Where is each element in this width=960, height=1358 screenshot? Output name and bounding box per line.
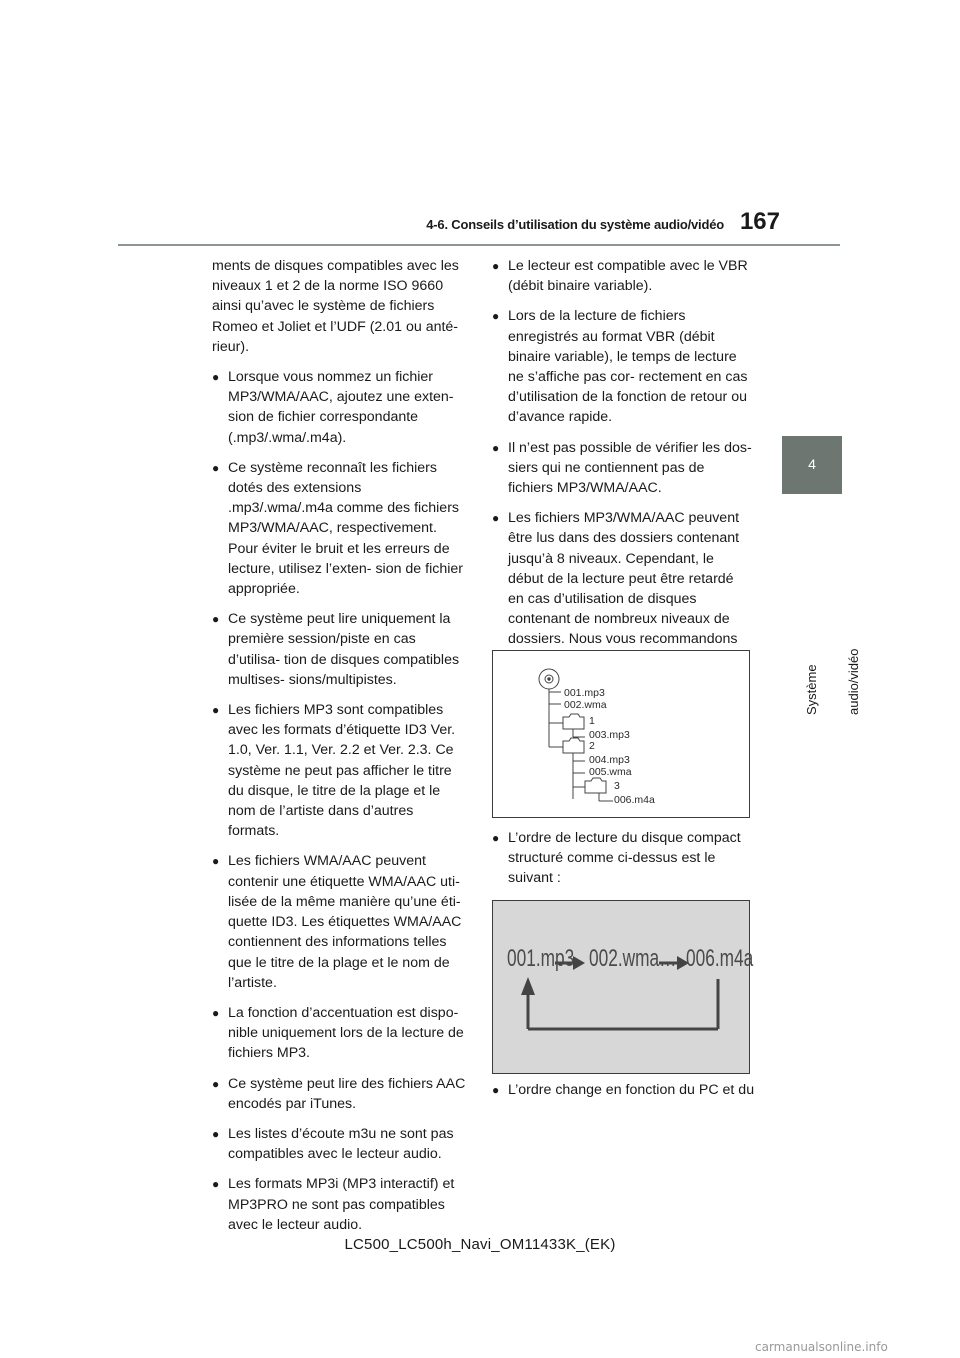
tree-file: 003.mp3	[589, 729, 630, 741]
folder-tree-figure	[492, 650, 750, 818]
watermark[interactable]: carmanualsonline.info	[755, 1340, 888, 1354]
bullet-item: ● Ce système peut lire uniquement la première session/piste en cas d’utilisa- tion de disques compatibles multises- sions/multipistes.	[212, 609, 466, 690]
right-column-continued	[492, 828, 752, 899]
bullet-item: ● L’ordre de lecture du disque compact structuré comme ci-dessus est le suivant :	[492, 828, 752, 889]
bullet-item: ● L’ordre change en fonction du PC et du	[492, 1080, 768, 1100]
tree-file: 005.wma	[589, 766, 632, 778]
bullet-item: ● Les fichiers MP3 sont compatibles avec les formats d’étiquette ID3 Ver. 1.0, Ver. 1.1, Ver. 2.2 et Ver. 2.3. Ce système ne peut pas afficher le titre du disque, le titre de la plage et le nom de l’artiste dans d’autres formats.	[212, 700, 466, 841]
bullet-item: ● Ce système reconnaît les fichiers dotés des extensions .mp3/.wma/.m4a comme des fichiers MP3/WMA/AAC, respectivement. Pour éviter le bruit et les erreurs de lecture, utilisez l’exten- sion de fichier appropriée.	[212, 458, 466, 599]
tree-folder: 3	[614, 780, 620, 792]
page-number: 167	[739, 208, 780, 235]
intro-paragraph: ments de disques compatibles avec les niveaux 1 et 2 de la norme ISO 9660 ainsi qu’avec le système de fichiers Romeo et Joliet et l’UDF (2.01 ou anté- rieur).	[212, 258, 459, 355]
chapter-number: 4	[808, 456, 816, 472]
section-header: 4-6. Conseils d’utilisation du système audio/vidéo	[426, 217, 724, 232]
play-order-arrows	[493, 901, 749, 1073]
bullet-item: ● Les fichiers WMA/AAC peuvent contenir une étiquette WMA/AAC uti- lisée de la même manière qu’une éti- quette ID3. Les étiquettes WMA/AAC contiennent des informations telles que le titre de la plage et le nom de l’artiste.	[212, 851, 466, 992]
tree-file: 002.wma	[564, 699, 607, 711]
bullet-item: ● La fonction d’accentuation est dispo- nible uniquement lors de la lecture de fichiers MP3.	[212, 1003, 466, 1064]
bullet-item: ● Le lecteur est compatible avec le VBR (débit binaire variable).	[492, 256, 752, 296]
bullet-item: ● Les formats MP3i (MP3 interactif) et MP3PRO ne sont pas compatibles avec le lecteur audio.	[212, 1174, 466, 1235]
play-order-first: 001.mp3	[507, 945, 575, 972]
bullet-item: ● Il n’est pas possible de vérifier les dos- siers qui ne contiennent pas de fichiers MP3/WMA/AAC.	[492, 438, 752, 499]
chapter-tab	[782, 436, 842, 494]
play-order-second: 002.wma…	[589, 945, 677, 972]
bullet-item: ● Ce système peut lire des fichiers AAC encodés par iTunes.	[212, 1074, 466, 1114]
play-order-figure	[492, 900, 754, 1074]
manual-code: LC500_LC500h_Navi_OM11433K_(EK)	[344, 1236, 616, 1253]
play-order-last: 006.m4a	[686, 945, 754, 972]
tree-folder: 2	[589, 740, 595, 752]
bullet-item: ● Les fichiers MP3/WMA/AAC peuvent être lus dans des dossiers contenant jusqu’à 8 niveaux. Cependant, le début de la lecture peut être retardé en cas d’utilisation de disques contenant de nombreux niveaux de dossiers. Nous vous recommandons	[492, 508, 752, 710]
chapter-label: Système audio/vidéo	[804, 648, 861, 715]
tree-folder: 1	[589, 715, 595, 727]
header-rule	[118, 244, 840, 246]
left-column	[212, 256, 466, 1245]
tree-file: 006.m4a	[614, 794, 655, 806]
tree-file: 004.mp3	[589, 754, 630, 766]
tree-file: 001.mp3	[564, 687, 605, 699]
bullet-item: ● Les listes d’écoute m3u ne sont pas compatibles avec le lecteur audio.	[212, 1124, 466, 1164]
bullet-item: ● Lorsque vous nommez un fichier MP3/WMA/AAC, ajoutez une exten- sion de fichier correspondante (.mp3/.wma/.m4a).	[212, 367, 466, 448]
bullet-item: ● Lors de la lecture de fichiers enregistrés au format VBR (débit binaire variable), le temps de lecture ne s’affiche pas cor- rectement en cas d’utilisation de la fonction de retour ou d’avance rapide.	[492, 306, 752, 427]
